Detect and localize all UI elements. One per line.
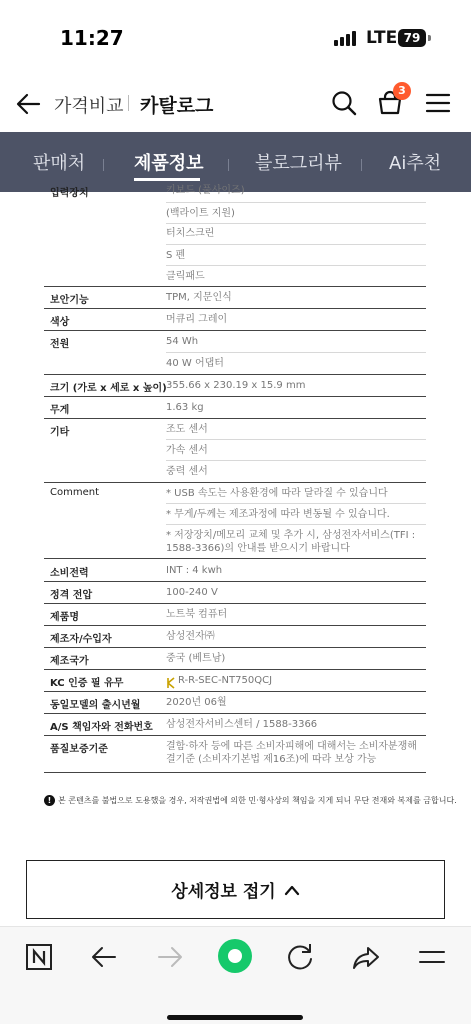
spec-label: 무게 [50, 405, 70, 416]
battery-icon: 79 [398, 29, 426, 47]
divider [166, 244, 426, 245]
forward-icon[interactable] [154, 941, 186, 973]
tab-divider [103, 159, 104, 171]
tab-blog-review[interactable]: 블로그리뷰 [255, 153, 342, 174]
spec-label: 입력장치 [50, 188, 89, 199]
divider [44, 374, 426, 375]
divider [166, 439, 426, 440]
divider [44, 396, 426, 397]
tab-divider [228, 159, 229, 171]
spec-label: 제품명 [50, 612, 79, 623]
divider [44, 735, 426, 736]
active-tab-underline [134, 178, 200, 181]
spec-label: 기타 [50, 427, 70, 438]
divider [166, 265, 426, 266]
header-title-catalog: 카탈로그 [140, 95, 214, 117]
divider [44, 713, 426, 714]
browser-menu-icon[interactable] [416, 941, 448, 973]
share-icon[interactable] [350, 941, 382, 973]
divider [166, 202, 426, 203]
collapse-details-button[interactable] [26, 860, 445, 919]
divider [44, 330, 426, 331]
spec-label: KC 인증 필 유무 [50, 678, 124, 689]
divider [44, 482, 426, 483]
header-title-price-compare[interactable]: 가격비교 [54, 96, 124, 117]
app-header [0, 78, 471, 132]
spec-label: 제조국가 [50, 656, 89, 667]
divider [44, 647, 426, 648]
spec-value: 노트북 컴퓨터 [166, 609, 228, 620]
chevron-up-icon [284, 884, 300, 896]
spec-value: 중국 (베트남) [166, 653, 226, 664]
spec-table [0, 185, 471, 782]
divider [44, 558, 426, 559]
back-arrow-icon[interactable] [14, 90, 42, 118]
spec-label: 크기 (가로 x 세로 x 높이) [50, 383, 167, 394]
spec-value: * USB 속도는 사용환경에 따라 달라질 수 있습니다 [166, 488, 388, 499]
divider [166, 524, 426, 525]
divider [44, 581, 426, 582]
spec-value: 54 Wh [166, 336, 199, 347]
home-indicator [167, 1015, 303, 1020]
collapse-label: 상세정보 접기 [171, 882, 276, 902]
spec-label: A/S 책임자와 전화번호 [50, 722, 153, 733]
spec-value: 결함·하자 등에 따른 소비자피해에 대해서는 소비자분쟁해결기준 (소비자기본법 제16조)에 따라 보상 가능 [166, 741, 417, 765]
battery-tip [428, 35, 431, 41]
cart-count-badge: 3 [393, 82, 411, 100]
spec-value: 키보드 (풀사이즈) [166, 185, 245, 196]
spec-value: 클릭패드 [166, 271, 205, 282]
spec-label: Comment [50, 487, 99, 498]
divider [166, 503, 426, 504]
spec-value: 머큐리 그레이 [166, 314, 228, 325]
divider [44, 286, 426, 287]
tab-bar [0, 132, 471, 192]
divider [44, 691, 426, 692]
status-bar [0, 0, 471, 78]
spec-label: 제조자/수입자 [50, 634, 112, 645]
browser-toolbar [0, 926, 471, 1024]
back-icon[interactable] [88, 941, 120, 973]
spec-value: * 저장장치/메모리 교체 및 추가 시, 삼성전자서비스(TFI : 1588-3366)의 안내를 받으시기 바랍니다 [166, 530, 416, 554]
spec-label: 품질보증기준 [50, 744, 108, 755]
spec-value: 1.63 kg [166, 402, 204, 413]
spec-value: 40 W 어댑터 [166, 358, 224, 369]
green-dot-icon[interactable] [218, 939, 252, 973]
spec-value: * 무게/두께는 제조과정에 따라 변동될 수 있습니다. [166, 509, 390, 520]
header-divider [128, 95, 129, 111]
copyright-notice [44, 795, 457, 806]
spec-label: 동일모델의 출시년월 [50, 700, 141, 711]
spec-label: 소비전력 [50, 568, 89, 579]
spec-value: S 펜 [166, 250, 186, 261]
menu-icon[interactable] [425, 91, 451, 115]
spec-value: 355.66 x 230.19 x 15.9 mm [166, 380, 306, 391]
tab-product-info[interactable]: 제품정보 [134, 153, 204, 174]
spec-value: (백라이트 지원) [166, 208, 235, 219]
divider [44, 418, 426, 419]
refresh-icon[interactable] [284, 941, 316, 973]
spec-value: R-R-SEC-NT750QCJ [178, 675, 273, 686]
tab-divider [361, 159, 362, 171]
spec-value: 가속 센서 [166, 445, 208, 456]
divider [166, 352, 426, 353]
divider [44, 603, 426, 604]
spec-label: 정격 전압 [50, 590, 93, 601]
kc-mark-icon [166, 674, 176, 686]
spec-label: 보안기능 [50, 295, 89, 306]
network-label: LTE [366, 28, 398, 48]
status-time: 11:27 [60, 26, 124, 50]
divider [166, 223, 426, 224]
divider [44, 669, 426, 670]
signal-icon [334, 30, 358, 46]
spec-value: 터치스크린 [166, 228, 215, 239]
spec-value: INT : 4 kwh [166, 565, 223, 576]
spec-label: 전원 [50, 339, 70, 350]
spec-value: 중력 센서 [166, 466, 208, 477]
divider [166, 460, 426, 461]
naver-home-icon[interactable] [23, 941, 55, 973]
spec-value: 조도 센서 [166, 424, 208, 435]
warning-icon: ! [44, 795, 55, 806]
notice-text: 본 콘텐츠를 불법으로 도용했을 경우, 저작권법에 의한 민·형사상의 책임을 지게 되니 무단 전재와 복제를 금합니다. [58, 796, 457, 805]
divider [44, 772, 426, 773]
spec-value: 삼성전자서비스센터 / 1588-3366 [166, 719, 318, 730]
spec-value: 100-240 V [166, 587, 218, 598]
tab-ai-recommend[interactable]: Ai추천 [389, 153, 442, 174]
spec-label: 색상 [50, 317, 70, 328]
divider [44, 625, 426, 626]
spec-value: 삼성전자㈜ [166, 631, 215, 642]
spec-value: TPM, 지문인식 [166, 292, 232, 303]
divider [44, 308, 426, 309]
spec-value: 2020년 06월 [166, 697, 227, 708]
search-icon[interactable] [330, 89, 358, 117]
tab-sellers[interactable]: 판매처 [33, 153, 86, 174]
